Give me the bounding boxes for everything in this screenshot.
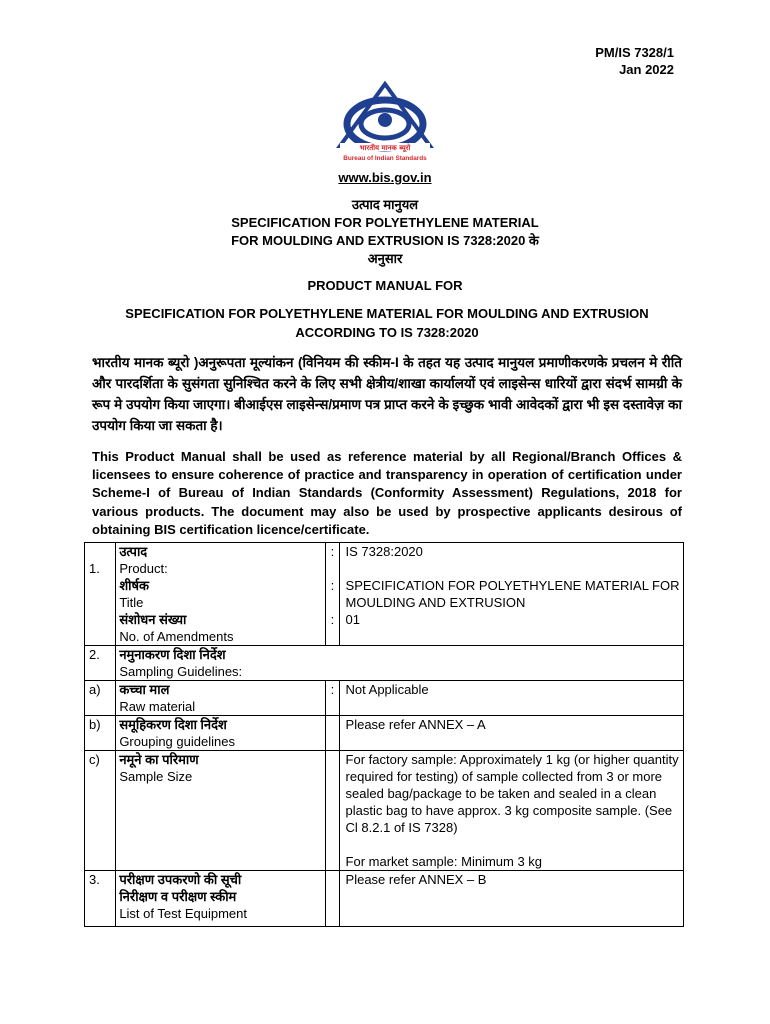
english-intro-paragraph: This Product Manual shall be used as reference material by all Regional/Branch Offices & licensees to ensure coherence of practice and transparency in operation of certification under Scheme-I of Bureau of Indian Standards (Conformity Assessment) Regulations, 2018 for various products. The document may also be used by prospective applicants desirous of obtaining BIS certification licence/certificate. bbox=[92, 449, 682, 537]
grouping-label: Grouping guidelines bbox=[119, 734, 235, 749]
hindi-intro-paragraph: भारतीय मानक ब्यूरो )अनुरूपता मूल्यांकन (विनियम की स्कीम-I के तहत यह उत्पाद मानुयल प्रमाणीकरणके प्रचलन मे रीति और पारदर्शिता के सुसंगता सुनिश्चित करने के लिए सभी क्षेत्रीय/शाखा कार्यालयों एवं लाइसेन्स धारियों द्वारा संदर्भ सामग्री के रूप मे उपयोग किया जाएगा। बीआईएस लाइसेन्स/प्रमाण पत्र प्राप्त करने के इच्छुक भावी आवेदकों द्वारा भी इस दस्तावेज़ का उपयोग किया जा सकता है। bbox=[92, 355, 682, 433]
product-label-hindi: उत्पाद bbox=[119, 544, 148, 559]
table-row bbox=[85, 681, 684, 716]
doc-date: Jan 2022 bbox=[619, 62, 674, 77]
row-number: 3. bbox=[85, 871, 116, 927]
test-equipment-label: List of Test Equipment bbox=[119, 906, 247, 921]
website-link[interactable]: www.bis.gov.in bbox=[338, 170, 432, 185]
manual-title bbox=[0, 196, 770, 268]
raw-material-colon: : bbox=[326, 681, 339, 716]
table-row bbox=[85, 871, 684, 927]
row-number: c) bbox=[85, 751, 116, 871]
table-row bbox=[85, 646, 684, 681]
amendments-label-hindi: संशोधन संख्या bbox=[119, 612, 187, 627]
raw-material-label: Raw material bbox=[119, 699, 196, 714]
sample-size-label: Sample Size bbox=[119, 769, 193, 784]
bis-emblem-icon bbox=[340, 84, 430, 151]
logo-hindi-text: भारतीय मानक ब्यूरो bbox=[359, 144, 411, 152]
row-number: b) bbox=[85, 716, 116, 751]
sample-size-label-hindi: नमूने का परिमाण bbox=[119, 752, 199, 767]
raw-material-label-hindi: कच्चा माल bbox=[119, 682, 170, 697]
inspection-scheme-label-hindi: निरीक्षण व परीक्षण स्कीम bbox=[119, 889, 237, 904]
product-manual-heading: PRODUCT MANUAL FOR bbox=[307, 278, 463, 293]
amendments-colon: : bbox=[330, 612, 335, 627]
row-number: 2. bbox=[85, 646, 116, 681]
title-line-2: SPECIFICATION FOR POLYETHYLENE MATERIAL bbox=[231, 215, 539, 230]
title-label-hindi: शीर्षक bbox=[119, 578, 150, 593]
bis-logo bbox=[326, 80, 444, 164]
test-equipment-label-hindi: परीक्षण उपकरणो की सूची bbox=[119, 872, 242, 887]
factory-sample-value: For factory sample: Approximately 1 kg (or higher quantity required for testing) of sample collected from 3 or more sealed bag/package to be taken and sealed in a clean plastic bag to have approx. 3 kg composite sample. (See Cl 8.2.1 of IS 7328) bbox=[345, 752, 679, 835]
table-row bbox=[85, 543, 684, 646]
table-row bbox=[85, 716, 684, 751]
grouping-label-hindi: समूहिकरण दिशा निर्देश bbox=[119, 717, 227, 732]
product-label: Product: bbox=[119, 561, 168, 576]
amendments-value: 01 bbox=[345, 612, 360, 627]
document-reference bbox=[595, 44, 674, 78]
doc-ref-number: PM/IS 7328/1 bbox=[595, 45, 674, 60]
grouping-value: Please refer ANNEX – A bbox=[339, 716, 683, 751]
title-colon: : bbox=[330, 578, 335, 593]
title-hindi-line: उत्पाद मानुयल bbox=[351, 197, 419, 212]
title-line-4: अनुसार bbox=[367, 251, 403, 266]
logo-english-text: Bureau of Indian Standards bbox=[343, 155, 427, 162]
table-row bbox=[85, 751, 684, 871]
product-colon: : bbox=[330, 544, 335, 559]
row-number: a) bbox=[85, 681, 116, 716]
title-label: Title bbox=[119, 595, 144, 610]
test-equipment-value: Please refer ANNEX – B bbox=[339, 871, 683, 927]
product-value: IS 7328:2020 bbox=[345, 544, 423, 559]
row-number: 1. bbox=[85, 543, 116, 646]
title-line-3: FOR MOULDING AND EXTRUSION IS 7328:2020 के bbox=[231, 233, 539, 248]
sampling-label-hindi: नमुनाकरण दिशा निर्देश bbox=[119, 647, 226, 662]
amendments-label: No. of Amendments bbox=[119, 629, 234, 644]
manual-details-table bbox=[84, 542, 684, 927]
sampling-label: Sampling Guidelines: bbox=[119, 664, 243, 679]
title-value: SPECIFICATION FOR POLYETHYLENE MATERIAL FOR MOULDING AND EXTRUSION bbox=[345, 578, 680, 610]
raw-material-value: Not Applicable bbox=[339, 681, 683, 716]
market-sample-value: For market sample: Minimum 3 kg bbox=[345, 854, 543, 869]
specification-heading: SPECIFICATION FOR POLYETHYLENE MATERIAL FOR MOULDING AND EXTRUSION ACCORDING TO IS 7328:2020 bbox=[125, 306, 649, 340]
